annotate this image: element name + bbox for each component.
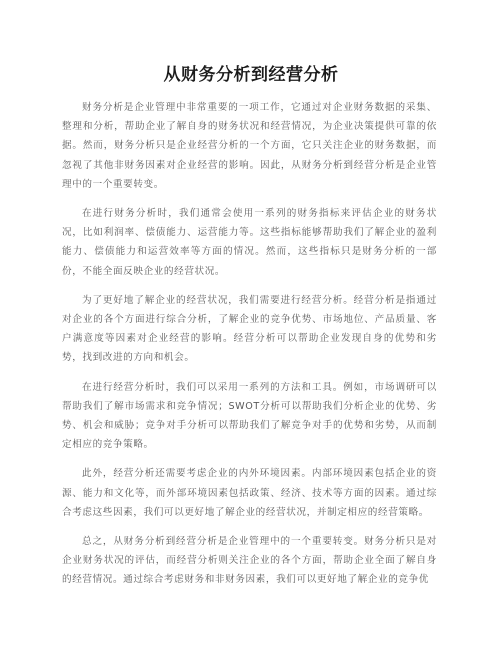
document-body [62, 98, 437, 600]
paragraph-2: 在进行财务分析时，我们通常会使用一系列的财务指标来评估企业的财务状况，比如利润率、偿债能力、运营能力等。这些指标能够帮助我们了解企业的盈利能力、偿债能力和运营效率等方面的情况。然而，这些指标只是财务分析的一部份，不能全面反映企业的经营状况。 [62, 208, 437, 277]
paragraph-3: 为了更好地了解企业的经营状况，我们需要进行经营分析。经营分析是指通过对企业的各个方面进行综合分析，了解企业的竞争优势、市场地位、产品质量、客户满意度等因素对企业经营的影响。经营分析可以帮助企业发现自身的优势和劣势，找到改进的方向和机会。 [62, 294, 437, 364]
paragraph-5: 此外，经营分析还需要考虑企业的内外环境因素。内部环境因素包括企业的资源、能力和文化等，而外部环境因素包括政策、经济、技术等方面的因素。通过综合考虑这些因素，我们可以更好地了解企业的经营状况，并制定相应的经营策略。 [62, 468, 437, 518]
paragraph-4: 在进行经营分析时，我们可以采用一系列的方法和工具。例如，市场调研可以帮助我们了解市场需求和竞争情况；SWOT分析可以帮助我们分析企业的优势、劣势、机会和威胁；竞争对手分析可以帮助我们了解竞争对手的优势和劣势，从而制定相应的竞争策略。 [62, 381, 437, 451]
paragraph-6: 总之，从财务分析到经营分析是企业管理中的一个重要转变。财务分析只是对企业财务状况的评估，而经营分析则关注企业的各个方面，帮助企业全面了解自身的经营情况。通过综合考虑财务和非财务因素，我们可以更好地了解企业的竞争优 [62, 536, 437, 586]
document-title: 从财务分析到经营分析 [163, 65, 339, 85]
paragraph-1: 财务分析是企业管理中非常重要的一项工作，它通过对企业财务数据的采集、整理和分析，帮助企业了解自身的财务状况和经营情况，为企业决策提供可靠的依据。然而，财务分析只是企业经营分析的一个方面，它只关注企业的财务数据，而忽视了其他非财务因素对企业经营的影响。因此，从财务分析到经营分析是企业管理中的一个重要转变。 [62, 102, 437, 190]
